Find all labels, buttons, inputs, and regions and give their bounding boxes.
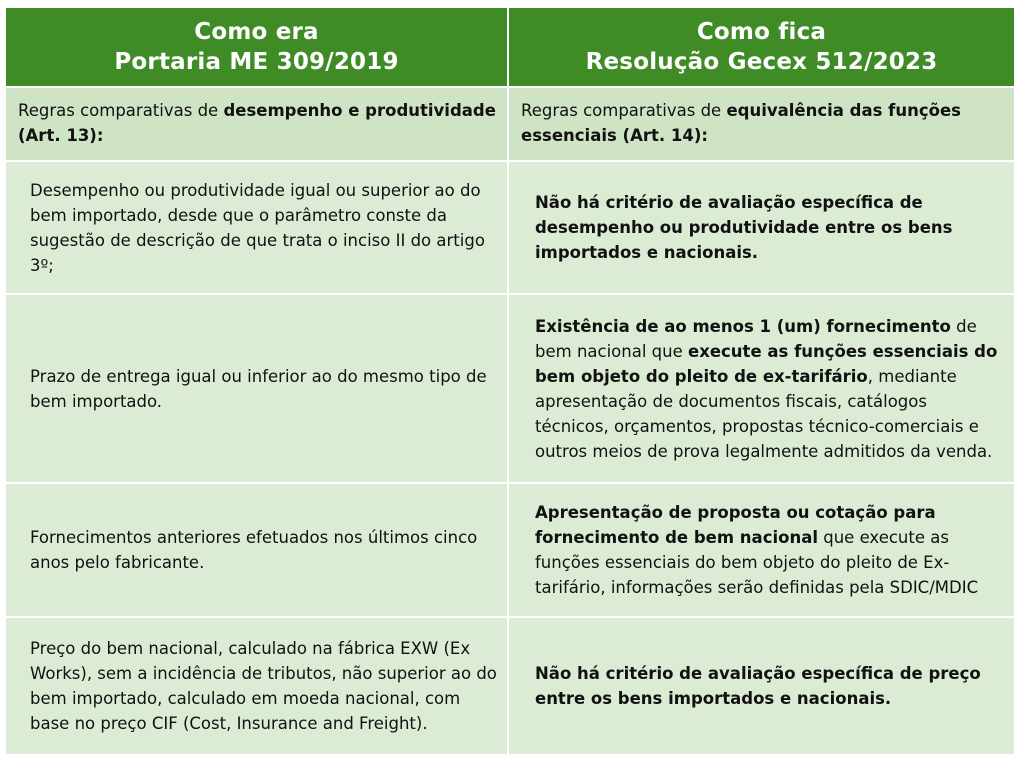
header-right-line1: Como fica xyxy=(696,19,827,45)
subheader-right xyxy=(509,88,1016,162)
subheader-left xyxy=(6,88,509,162)
table-row xyxy=(6,295,1016,484)
header-left xyxy=(6,8,509,88)
row2-right-bold-2: execute as funções essenciais do bem objeto do pleito de ex-tarifário xyxy=(535,341,998,386)
row3-right-bold: Apresentação de proposta ou cotação para fornecimento de bem nacional xyxy=(535,503,936,547)
row1-left: Desempenho ou produtividade igual ou superior ao do bem importado, desde que o parâmetro conste da sugestão de descrição de que trata o inciso II do artigo 3º; xyxy=(6,162,509,295)
row3-left: Fornecimentos anteriores efetuados nos últimos cinco anos pelo fabricante. xyxy=(6,484,509,618)
row1-right xyxy=(509,162,1016,295)
row2-right-text-2: , mediante apresentação de documentos fiscais, catálogos técnicos, orçamentos, propostas técnico-comerciais e outros meios de prova legalmente admitidos da venda. xyxy=(535,366,993,461)
row3-right xyxy=(509,484,1016,618)
row2-right xyxy=(509,295,1016,484)
header-left-line2: Portaria ME 309/2019 xyxy=(114,49,399,75)
row4-right xyxy=(509,618,1016,756)
table-row xyxy=(6,162,1016,295)
subheader-row xyxy=(6,88,1016,162)
subheader-left-prefix: Regras comparativas de xyxy=(18,101,224,120)
header-left-line1: Como era xyxy=(194,19,319,45)
comparison-table xyxy=(6,8,1016,756)
row1-right-bold: Não há critério de avaliação específica de desempenho ou produtividade entre os bens importados e nacionais. xyxy=(535,193,953,262)
subheader-right-prefix: Regras comparativas de xyxy=(521,101,727,120)
row4-left: Preço do bem nacional, calculado na fábrica EXW (Ex Works), sem a incidência de tributos, não superior ao do bem importado, calculado em moeda nacional, com base no preço CIF (Cost, Insurance and Freight). xyxy=(6,618,509,756)
header-right xyxy=(509,8,1016,88)
row2-right-bold-1: Existência de ao menos 1 (um) fornecimento xyxy=(535,316,951,336)
table-row xyxy=(6,484,1016,618)
table-row xyxy=(6,618,1016,756)
row2-right-text-1: de bem nacional que xyxy=(535,316,977,361)
row2-left: Prazo de entrega igual ou inferior ao do mesmo tipo de bem importado. xyxy=(6,295,509,484)
subheader-right-bold: equivalência das funções essenciais (Art. 14): xyxy=(521,101,961,145)
row4-right-bold: Não há critério de avaliação específica de preço entre os bens importados e nacionais. xyxy=(535,664,981,708)
header-row xyxy=(6,8,1016,88)
header-right-line2: Resolução Gecex 512/2023 xyxy=(585,49,938,75)
row3-right-text: que execute as funções essenciais do bem objeto do pleito de Ex-tarifário, informações serão definidas pela SDIC/MDIC xyxy=(535,528,979,597)
subheader-left-bold: desempenho e produtividade (Art. 13): xyxy=(18,101,496,145)
